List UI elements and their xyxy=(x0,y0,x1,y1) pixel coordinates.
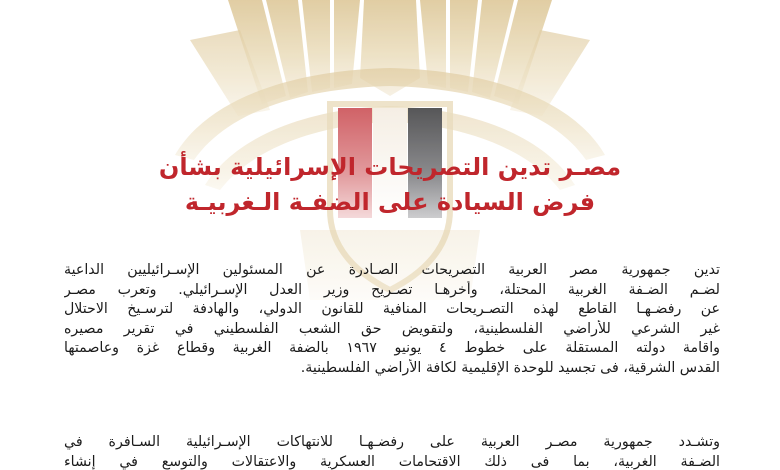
paragraph-line: وتشـدد جمهورية مصـر العربية على رفضـهـا للانتهاكات الإسـرائيلية السـافرة في xyxy=(64,434,720,450)
statement-title-line-1: مصـر تدين التصريحات الإسرائيلية بشأن xyxy=(158,153,622,181)
statement-paragraph-2 xyxy=(64,433,720,470)
eagle-wings xyxy=(175,0,605,300)
statement-paragraph-1 xyxy=(64,261,720,379)
paragraph-line: القدس الشرقية، فى تجسيد للوحدة الإقليمية لكافة الأراضي الفلسطينية. xyxy=(300,359,720,376)
paragraph-line: واقامة دولته المستقلة على خطوط ٤ يونيو ١٩٦٧ بالضفة الغربية وقطاع غزة وعاصمتها xyxy=(64,340,720,357)
paragraph-line: الضـفة الغربية، بما فى ذلك الاقتحامات العسكرية والاعتقالات والتوسع في إنشاء xyxy=(64,453,720,470)
paragraph-line: تدين جمهورية مصر العربية التصريحات الصـادرة عن المسئولين الإسـرائيليين الداعية xyxy=(64,262,720,278)
paragraph-line: لضـم الضـفة الغربية المحتلة، وأخرهـا تصـريح وزير العدل الإسـرائيلي. وتعرب مصـر xyxy=(64,281,720,298)
statement-title-line-2: فرض السيادة على الضفـة الـغربيـة xyxy=(184,188,596,216)
paragraph-line: غير الشرعي للأراضي الفلسطينية، ولتقويض حق الشعب الفلسطيني في تقرير مصيره xyxy=(64,320,720,337)
paragraph-line: عن رفضـهـا القاطع لهذه التصـريحات المنافية للقانون الدولي، والهادفة لترسـيخ الاحتلال xyxy=(64,301,720,318)
